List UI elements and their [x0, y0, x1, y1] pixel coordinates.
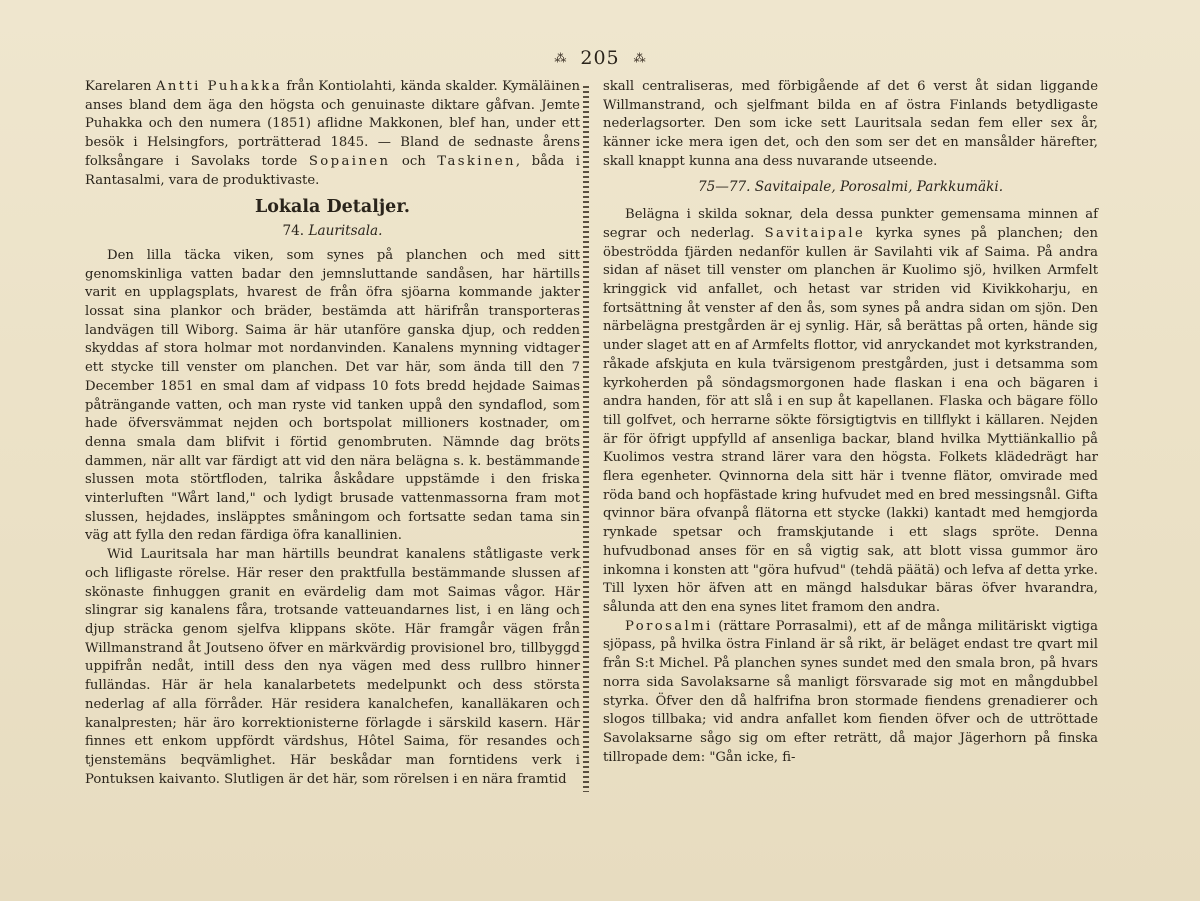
name-porosalmi: Porosalmi	[625, 618, 713, 634]
page-header	[0, 46, 1200, 70]
item-number: 74.	[282, 223, 305, 240]
paragraph-savitaipale	[603, 206, 1098, 617]
item-title-savitaipale: 75—77. Savitaipale, Porosalmi, Parkkumäki.	[697, 178, 1004, 195]
text-run: Belägna i skilda soknar, dela dessa punkter gemensama minnen af segrar och nederlag.	[603, 207, 1098, 241]
right-column	[603, 78, 1098, 767]
column-divider	[583, 86, 589, 792]
text-run: från Kontiolahti, kända skalder. Kymäläinen anses bland dem äga den högsta och genuinaste diktare gåfvan. Jemte Puhakka och den numera (1851) aflidne Makkonen, blef han, under ett besök i Helsingfors, porträtterad 1845. — Bland de sednaste årens folksångare i Savolaks torde	[85, 79, 580, 169]
paragraph-lauritsala-2: Wid Lauritsala har man härtills beundrat kanalens ståtligaste verk och lifligaste rörelse. Här reser den praktfulla bestämmande slussen af skönaste finhuggen granit en evärdelig dam mot Saimas vågor. Här slingrar sig kanalens fåra, trotsande vatteuandarnes list, i en läng och djup sträcka genom sjelfva klippans sköte. Här framgår vägen från Willmanstrand åt Joutseno öfver en märkvärdig provisionel bro, tillbyggd uppifrån nedåt, intill dess den nya vägen med dess rullbro hinner fulländas. Här är hela kanalarbetets medelpunkt och dess största nederlag af alla förråder. Här residera kanalchefen, kanalläkaren och kanalpresten; här äro korrektionisterne förlagde i särskild kasern. Här finnes ett enkom uppfördt värdshus, Hôtel Saima, för resandes och tjenstemäns beqvämlighet. Här beskådar man forntidens verk i Pontuksen kaivanto. Slutligen är det här, som rörelsen i en nära framtid	[85, 547, 580, 787]
name-taskinen: Taskinen	[437, 153, 516, 169]
text-run: , båda i Rantasalmi, vara de produktivaste.	[85, 153, 580, 188]
text-run: och	[390, 153, 438, 169]
left-column	[85, 78, 580, 789]
section-heading: Lokala Detaljer.	[254, 197, 411, 218]
paragraph-lauritsala-1: Den lilla täcka viken, som synes på planchen och med sitt genomskinliga vatten badar den jemnsluttande sandåsen, har härtills varit en upplagsplats, hvarest de från öfra sjöarna kommande jakter lossat sina plankor och bräder, bestämda att härifrån transporteras landvägen till Wiborg. Saima är här utanföre ganska djup, och redden skyddas af stora holmar mot nordanvinden. Kanalens mynning vidtager ett stycke till venster om planchen. Det var här, som ända till den 7 December 1851 en smal dam af vidpass 10 fots bredd hejdade Saimas påträngande vatten, och man ryste vid tanken uppå den syndaflod, som hade öfversvämmat nejden och bortspolat millioners kostnader, om denna smala dam blifvit i förtid genombruten. Nämnde dag bröts dammen, när allt var färdigt att vid den nära belägna s. k. bestämmande slussen mota störtfloden, talrika åskådare uppstämde i den friska vinterluften "Wårt land," och lydigt brusade vattenmassorna fram mot slussen, hejdades, insläpptes småningom och fortsatte sedan tama sin väg att fylla den redan färdiga öfra kanallinien.	[85, 247, 580, 544]
item-heading-74	[85, 222, 580, 241]
text-run: kyrka synes på planchen; den öbeströdda fjärden nedanför kullen är Savilahti vik af Saima. På andra sidan af näset till venster om planchen är Kuolimo sjö, hvilken Armfelt kringgick vid anfallet, och hetast var striden vid Kivikkoharju, en fortsättning åt venster af den ås, som synes på andra sidan om sjön. Den närbelägna prestgården är ej synlig. Här, så berättas på orten, hände sig under slaget att en af Armfelts flottor, vid anryckandet mot kyrkstranden, råkade afskjuta en kula tvärsigenom prestgården, just i detsamma som kyrkoherden på söndagsmorgonen hade flaskan i ena och bägaren i andra handen, för att slå i en sup åt kapellanen. Flaska och bägare föllo till golfvet, och herrarne sökte försigtigtvis en tillflykt i källaren. Nejden är för öfrigt uppfylld af ansenliga backar, bland hvilka Myttiänkallio på Kuolimos vestra strand lärer vara den högsta. Folkets klädedrägt har flera egenheter. Qvinnorna dela sitt här i tvenne flätor, omvirade med röda band och hopfästade kring hufvudet med en bred messingsnål. Gifta qvinnor bära ofvanpå flätorna ett stycke (lakki) kantadt med hemgjorda rynkade spetsar och framskjutande i ett slags spröte. Denna hufvudbonad anses för en så vigtig sak, att blott vissa gummor äro inkomna i konsten att "göra hufvud" (tehdä päätä) och lefva af detta yrke. Till lyxen hör äfven att en mängd halsdukar bäras öfver hvarandra, sålunda att den ena synes litet framom den andra.	[603, 225, 1098, 615]
ornament-right: ⁂	[633, 51, 646, 65]
paragraph-singers	[85, 78, 580, 190]
text-run: Karelaren	[85, 79, 156, 94]
name-antti-puhakka: Antti Puhakka	[155, 79, 282, 94]
text-run: (rättare Porrasalmi), ett af de många militäriskt vigtiga sjöpass, på hvilka östra Finland är så rikt, är beläget endast tre qvart mil från S:t Michel. På planchen synes sundet med den smala bron, på hvars norra sida Savolaksarne så manligt försvarade sig mot en mångdubbel styrka. Öfver den då halfrifna bron stormade fiendens grenadierer och slogos tillbaka; vid andra anfallet kom fienden öfver och de uttröttade Savolaksarne sågo sig om efter reträtt, då major Jägerhorn på finska tillropade dem: "Gån icke, fi-	[603, 618, 1098, 765]
name-savitaipale: Savitaipale	[764, 225, 866, 241]
item-title: Lauritsala.	[308, 223, 383, 240]
name-sopainen: Sopainen	[308, 153, 391, 169]
paragraph-porosalmi	[603, 618, 1098, 768]
item-heading-75-77	[603, 178, 1098, 197]
paragraph-continuation: skall centraliseras, med förbigående af det 6 verst åt sidan liggande Willmanstrand, och sjelfmant bilda en af östra Finlands betydligaste nederlagsorter. Den som icke sett Lauritsala sedan fem eller sex år, känner icke mera igen det, och den som ser det en mansålder härefter, skall knappt kunna ana dess nuvarande utseende.	[603, 79, 1098, 169]
page-number: 205	[580, 47, 620, 69]
ornament-left: ⁂	[554, 51, 567, 65]
